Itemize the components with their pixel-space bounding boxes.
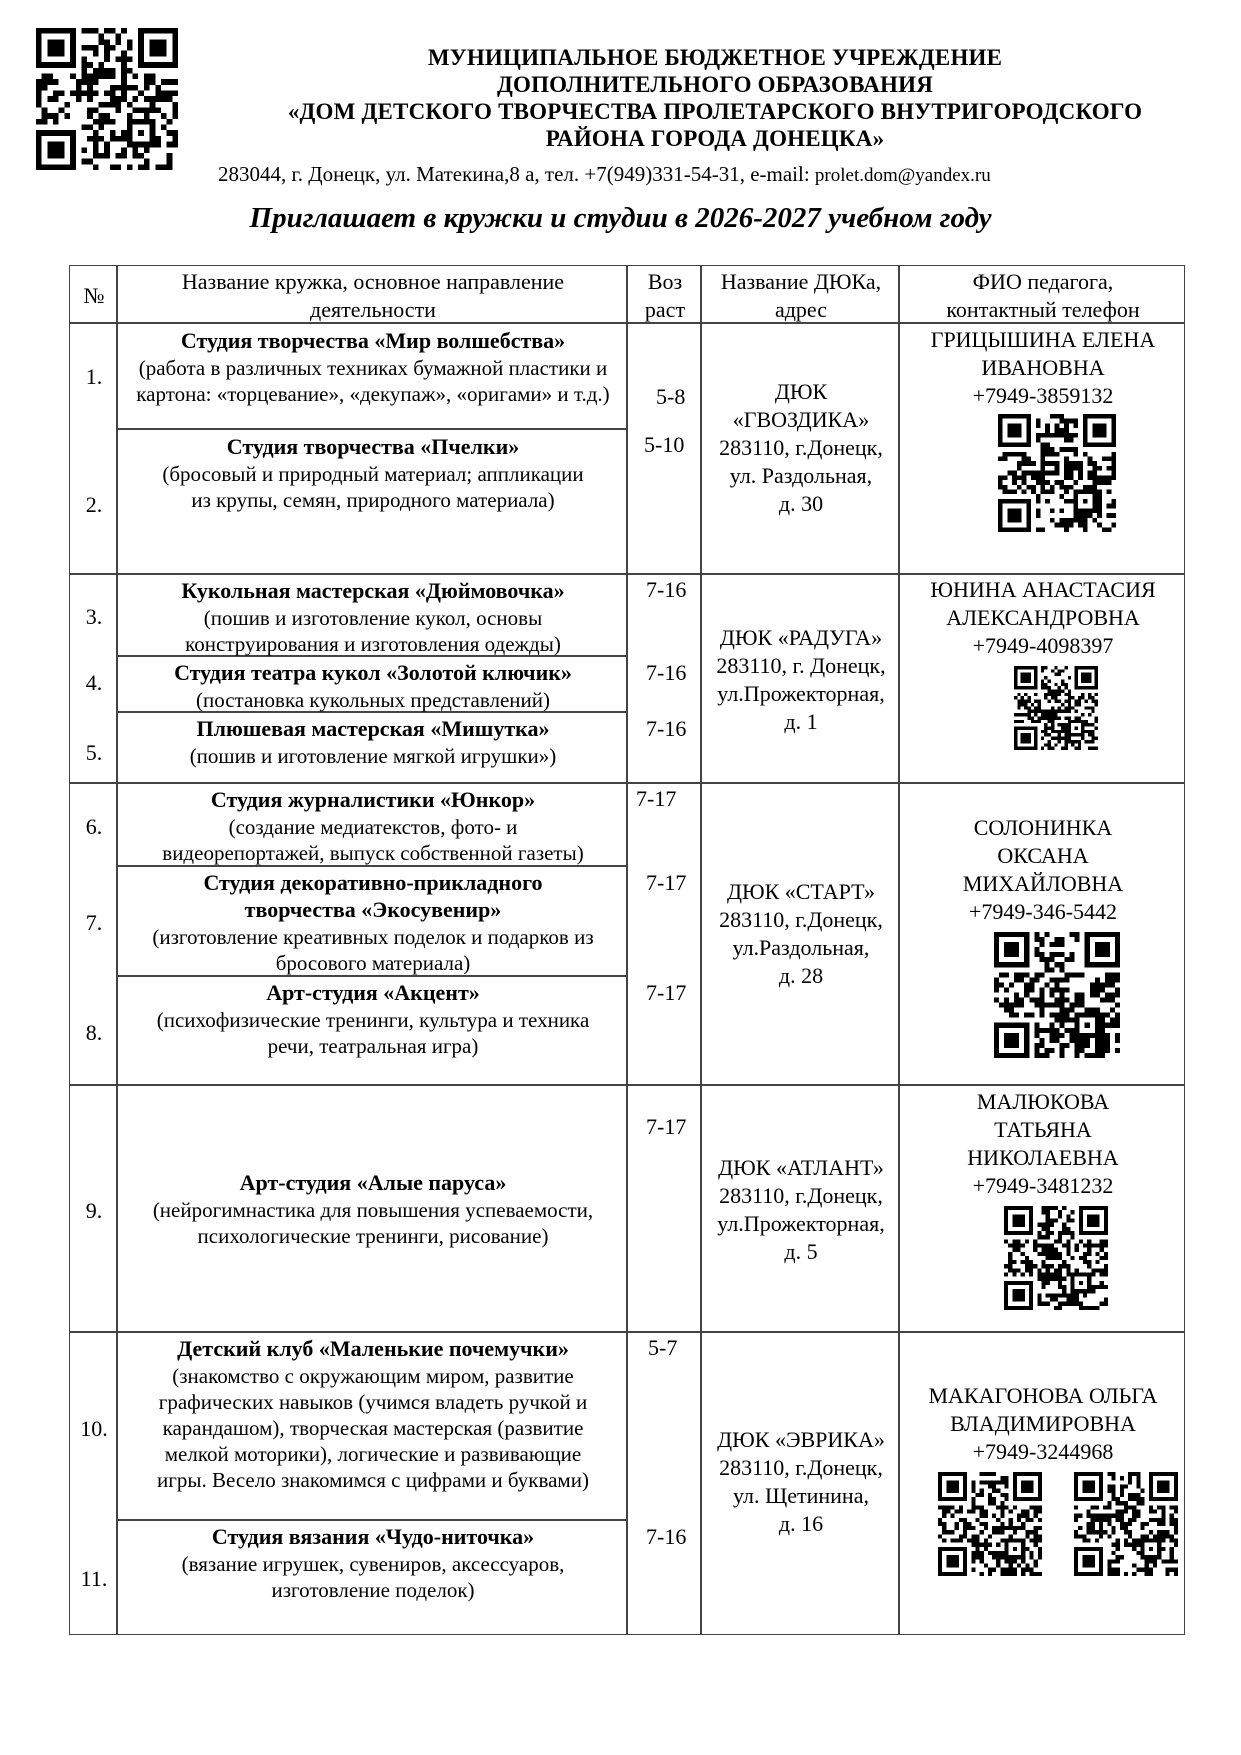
row-11-desc-1: (вязание игрушек, сувениров, аксессуаров, <box>181 1552 565 1576</box>
header-name-line-2: деятельности <box>310 297 436 322</box>
duk-4-line-2: 283110, г.Донецк, <box>719 1183 883 1208</box>
teacher-4-name-2: ТАТЬЯНА <box>994 1117 1092 1142</box>
clubs-table <box>70 266 1186 1636</box>
header-teacher-line-1: ФИО педагога, <box>972 269 1114 294</box>
header-num: № <box>83 283 105 308</box>
teacher-5-qr-code-icon-1 <box>938 1472 1042 1576</box>
org-address <box>218 162 991 187</box>
teacher-3-name-3: МИХАЙЛОВНА <box>962 871 1124 896</box>
row-8-age: 7-17 <box>646 980 687 1005</box>
row-4-desc-1: (постановка кукольных представлений) <box>195 688 551 712</box>
row-9-age: 7-17 <box>646 1114 687 1139</box>
teacher-5-name-1: МАКАГОНОВА ОЛЬГА <box>928 1383 1158 1408</box>
row-7-age: 7-17 <box>646 870 687 895</box>
row-4-number: 4. <box>85 670 103 695</box>
row-7-number: 7. <box>85 910 103 935</box>
duk-4-line-3: ул.Прожекторная, <box>717 1211 885 1236</box>
row-3-desc-2: конструирования и изготовления одежды) <box>185 632 561 656</box>
teacher-2-name-2: АЛЕКСАНДРОВНА <box>946 605 1140 630</box>
org-name-line-4: РАЙОНА ГОРОДА ДОНЕЦКА» <box>545 126 885 151</box>
teacher-2-qr-code-icon <box>1014 666 1098 750</box>
row-3-number: 3. <box>85 604 103 629</box>
row-1-number: 1. <box>85 364 103 389</box>
row-5-age: 7-16 <box>646 716 687 741</box>
duk-2-line-1: ДЮК «РАДУГА» <box>719 625 883 650</box>
org-name-line-1: МУНИЦИПАЛЬНОЕ БЮДЖЕТНОЕ УЧРЕЖДЕНИЕ <box>427 45 1003 70</box>
teacher-1-name-1: ГРИЦЫШИНА ЕЛЕНА <box>930 327 1156 352</box>
org-name-line-2: ДОПОЛНИТЕЛЬНОГО ОБРАЗОВАНИЯ <box>496 72 934 97</box>
row-7-desc-2: бросового материала) <box>275 951 471 975</box>
teacher-4-qr-code-icon <box>1004 1206 1108 1310</box>
duk-4-line-1: ДЮК «АТЛАНТ» <box>718 1155 884 1180</box>
row-6-title: Студия журналистики «Юнкор» <box>210 787 536 812</box>
duk-1-line-1: ДЮК <box>774 379 828 404</box>
email-link[interactable]: prolet.dom@yandex.ru <box>814 165 991 186</box>
row-1-age: 5-8 <box>656 384 686 409</box>
header-duk-line-1: Название ДЮКа, <box>720 269 882 294</box>
age-cell-group-5 <box>627 1332 701 1635</box>
row-11-desc-2: изготовление поделок) <box>271 1578 475 1602</box>
row-3-title: Кукольная мастерская «Дюймовочка» <box>181 578 565 603</box>
age-cell-group-3 <box>627 783 701 1085</box>
row-8-desc-1: (психофизические тренинги, культура и техника <box>156 1008 590 1032</box>
row-7-title-2: творчества «Экосувенир» <box>244 897 502 922</box>
row-3-age: 7-16 <box>646 577 687 602</box>
duk-1-line-3: 283110, г.Донецк, <box>719 435 883 460</box>
duk-3-line-3: ул.Раздольная, <box>732 935 870 960</box>
teacher-4-phone: +7949-3481232 <box>972 1173 1114 1198</box>
teacher-3-name-2: ОКСАНА <box>997 843 1089 868</box>
duk-5-line-4: д. 16 <box>778 1511 824 1536</box>
row-10-desc-5: игры. Весело знакомимся с цифрами и буквами) <box>157 1468 589 1492</box>
duk-5-line-3: ул. Щетинина, <box>733 1483 869 1508</box>
row-5-number: 5. <box>85 740 103 765</box>
row-8-title: Арт-студия «Акцент» <box>266 980 480 1005</box>
row-6-age: 7-17 <box>636 786 677 811</box>
teacher-4-name-3: НИКОЛАЕВНА <box>967 1145 1119 1170</box>
duk-1-line-4: ул. Раздольная, <box>729 463 873 488</box>
duk-2-line-2: 283110, г. Донецк, <box>716 653 886 678</box>
row-4-title: Студия театра кукол «Золотой ключик» <box>174 660 572 685</box>
row-10-age: 5-7 <box>648 1335 678 1360</box>
row-6-desc-2: видеорепортажей, выпуск собственной газеты) <box>162 841 584 865</box>
row-9-desc-2: психологические тренинги, рисование) <box>197 1224 549 1248</box>
duk-5-line-2: 283110, г.Донецк, <box>719 1455 883 1480</box>
num-cell-group-1 <box>69 323 117 574</box>
duk-1-line-2: «ГВОЗДИКА» <box>732 407 870 432</box>
teacher-3-name-1: СОЛОНИНКА <box>973 815 1113 840</box>
duk-3-line-2: 283110, г.Донецк, <box>719 907 883 932</box>
row-5-title: Плюшевая мастерская «Мишутка» <box>196 716 550 741</box>
row-10-number: 10. <box>80 1416 108 1441</box>
row-4-age: 7-16 <box>646 660 687 685</box>
address-text: 283044, г. Донецк, ул. Матекина,8 а, тел. +7(949)331-54-31, e-mail: <box>218 162 815 186</box>
teacher-2-name-1: ЮНИНА АНАСТАСИЯ <box>930 577 1156 602</box>
duk-4-line-4: д. 5 <box>784 1239 818 1264</box>
duk-2-line-3: ул.Прожекторная, <box>717 681 885 706</box>
org-name-line-3: «ДОМ ДЕТСКОГО ТВОРЧЕСТВА ПРОЛЕТАРСКОГО ВНУТРИГОРОДСКОГО <box>287 99 1143 124</box>
row-9-number: 9. <box>85 1198 103 1223</box>
row-9-desc-1: (нейрогимнастика для повышения успеваемости, <box>152 1198 594 1222</box>
duk-3-line-4: д. 28 <box>778 963 824 988</box>
header-age-line-1: Воз <box>647 269 683 294</box>
header-age-line-2: раст <box>644 297 686 322</box>
teacher-5-phone: +7949-3244968 <box>972 1439 1114 1464</box>
row-10-desc-4: мелкой моторики), логические и развивающие <box>164 1442 582 1466</box>
row-10-desc-2: графических навыков (учимся владеть ручкой и <box>158 1390 588 1414</box>
row-8-desc-2: речи, театральная игра) <box>267 1034 479 1058</box>
duk-5-line-1: ДЮК «ЭВРИКА» <box>717 1427 885 1452</box>
row-1-desc-2: картона: «торцевание», «декупаж», «оригами» и т.д.) <box>136 382 610 406</box>
teacher-1-phone: +7949-3859132 <box>972 383 1114 408</box>
header-duk-line-2: адрес <box>774 297 828 322</box>
row-1-desc-1: (работа в различных техниках бумажной пластики и <box>138 356 608 380</box>
teacher-3-qr-code-icon <box>994 932 1120 1058</box>
row-11-number: 11. <box>80 1566 108 1591</box>
header-qr-code-icon <box>36 28 178 170</box>
row-6-desc-1: (создание медиатекстов, фото- и <box>228 815 518 839</box>
row-6-number: 6. <box>85 814 103 839</box>
teacher-5-name-2: ВЛАДИМИРОВНА <box>950 1411 1136 1436</box>
row-7-title-1: Студия декоративно-прикладного <box>203 870 543 895</box>
duk-1-line-5: д. 30 <box>778 491 824 516</box>
row-10-desc-1: (знакомство с окружающим миром, развитие <box>172 1364 574 1388</box>
row-10-desc-3: карандашом), творческая мастерская (развитие <box>162 1416 584 1440</box>
teacher-4-name-1: МАЛЮКОВА <box>976 1089 1110 1114</box>
teacher-1-name-2: ИВАНОВНА <box>981 355 1105 380</box>
header-teacher-line-2: контактный телефон <box>946 297 1140 322</box>
row-1-title: Студия творчества «Мир волшебства» <box>180 328 566 353</box>
invitation-title: Приглашает в кружки и студии в 2026-2027 учебном году <box>249 202 992 234</box>
row-9-title: Арт-студия «Алые паруса» <box>239 1170 507 1195</box>
row-2-title: Студия творчества «Пчелки» <box>226 434 520 459</box>
teacher-2-phone: +7949-4098397 <box>972 633 1114 658</box>
teacher-3-phone: +7949-346-5442 <box>968 899 1118 924</box>
row-8-number: 8. <box>85 1020 103 1045</box>
teacher-1-qr-code-icon <box>998 414 1116 532</box>
row-2-age: 5-10 <box>644 432 685 457</box>
row-2-desc-1: (бросовый и природный материал; аппликации <box>162 462 584 486</box>
row-2-desc-2: из крупы, семян, природного материала) <box>191 488 555 512</box>
row-11-age: 7-16 <box>646 1524 687 1549</box>
duk-3-line-1: ДЮК «СТАРТ» <box>726 879 876 904</box>
row-3-desc-1: (пошив и изготовление кукол, основы <box>203 606 543 630</box>
duk-2-line-4: д. 1 <box>784 709 818 734</box>
header-name-line-1: Название кружка, основное направление <box>181 269 565 294</box>
row-7-desc-1: (изготовление креативных поделок и подарков из <box>152 925 594 949</box>
row-2-number: 2. <box>85 492 103 517</box>
row-5-desc-1: (пошив и иготовление мягкой игрушки») <box>189 744 557 768</box>
row-10-title: Детский клуб «Маленькие почемучки» <box>177 1336 569 1361</box>
row-11-title: Студия вязания «Чудо-ниточка» <box>211 1524 535 1549</box>
teacher-5-qr-code-icon-2 <box>1074 1472 1178 1576</box>
